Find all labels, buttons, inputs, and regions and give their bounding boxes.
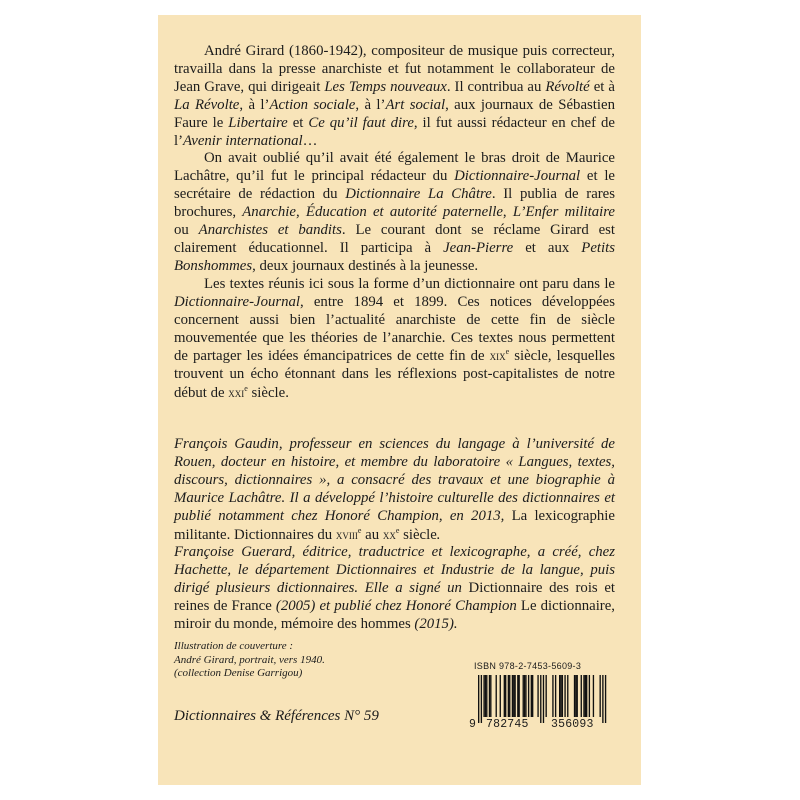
barcode-bar	[574, 675, 575, 717]
barcode-bar	[560, 675, 561, 717]
barcode-bar	[532, 675, 533, 717]
barcode-bar	[525, 675, 526, 717]
barcode-right-digits: 356093	[551, 718, 594, 731]
barcode-bar	[486, 675, 487, 717]
barcode-bar	[513, 675, 514, 717]
barcode-bar	[519, 675, 520, 717]
barcode-bar	[575, 675, 576, 717]
barcode-bar	[546, 675, 547, 717]
summary-paragraph-1: André Girard (1860-1942), compositeur de musique puis correcteur, travailla dans la presse anarchiste et fut notamment le collaborateur de Jean Grave, qui dirigeait Les Temps nouveaux. Il contribua au Révolté et à La Révolte, à l’Action sociale, à l’Art social, aux journaux de Sébastien Faure le Libertaire et Ce qu’il faut dire, il fut aussi rédacteur en chef de l’Avenir international…	[174, 43, 615, 149]
summary-text	[174, 43, 615, 403]
barcode-lead-digit: 9	[469, 718, 477, 731]
barcode-bar	[564, 675, 565, 717]
barcode-bar	[490, 675, 491, 717]
series-label: Dictionnaires & Références N° 59	[174, 708, 379, 724]
barcode-bar	[586, 675, 587, 717]
author-bio-gaudin: François Gaudin, professeur en sciences du langage à l’université de Rouen, docteur en histoire, et membre du laboratoire « Langues, textes, discours, dictionnaires », a consacré des travaux et une biographie à Maurice Lachâtre. Il a développé l’histoire culturelle des dictionnaires et publié notamment chez Honoré Champion, en 2013, La lexicographie militante. Dictionnaires du xviii$^e$ au $xx^e$ siècle.	[174, 436, 615, 543]
barcode-bar	[489, 675, 490, 717]
barcode-bar	[583, 675, 584, 717]
barcode-bar	[552, 675, 553, 717]
barcode-bar	[528, 675, 529, 717]
barcode-bar	[496, 675, 497, 717]
barcode-bar	[478, 675, 479, 723]
barcode-bar	[537, 675, 538, 717]
barcode-bar	[555, 675, 556, 717]
barcode-bar	[485, 675, 486, 717]
barcode-bar	[483, 675, 484, 717]
barcode-bar	[481, 675, 482, 723]
barcode-bar	[562, 675, 563, 717]
cover-credit	[174, 640, 325, 681]
barcode-bar	[581, 675, 582, 717]
cover-credit-line-3: (collection Denise Garrigou)	[174, 667, 303, 679]
author-bio-guerard: Françoise Guerard, éditrice, traductrice et lexicographe, a créé, chez Hachette, le département Dictionnaires et Industrie de la langue, puis dirigé plusieurs dictionnaires. Elle a signé un Dictionnaire des rois et reines de France (2005) et publié chez Honoré Champion Le dictionnaire, miroir du monde, mémoire des hommes (2015).	[174, 544, 616, 633]
barcode-bar	[589, 675, 590, 717]
author-bios	[174, 436, 615, 634]
summary-paragraph-2: On avait oublié qu’il avait été également le bras droit de Maurice Lachâtre, qu’il fut le principal rédacteur du Dictionnaire-Journal et le secrétaire de rédaction du Dictionnaire La Châtre. Il publia de rares brochures, Anarchie, Éducation et autorité paternelle, L’Enfer militaire ou Anarchistes et bandits. Le courant dont se réclame Girard est clairement éducationnel. Il participa à Jean-Pierre et aux Petits Bonshommes, deux journaux destinés à la jeunesse.	[174, 150, 616, 274]
barcode-bar	[508, 675, 509, 717]
barcode-bar	[512, 675, 513, 717]
barcode-bar	[509, 675, 510, 717]
barcode-bar	[585, 675, 586, 717]
barcode-bar	[600, 675, 601, 717]
cover-credit-line-2: André Girard, portrait, vers 1940.	[174, 653, 325, 666]
barcode-bar	[567, 675, 568, 717]
barcode-bar	[540, 675, 541, 723]
barcode-bar	[517, 675, 518, 717]
barcode-left-digits: 782745	[486, 718, 529, 731]
barcode-bar	[505, 675, 506, 717]
barcode-bar	[524, 675, 525, 717]
cover-credit-line-1: Illustration de couverture :	[174, 640, 294, 652]
barcode-bar	[523, 675, 524, 717]
barcode-bar	[605, 675, 606, 723]
barcode-bar	[504, 675, 505, 717]
summary-paragraph-3: Les textes réunis ici sous la forme d’un dictionnaire ont paru dans le Dictionnaire-Journal, entre 1894 et 1899. Ces notices développées concernent aussi bien l’actualité anarchiste de cette fin de siècle mouvementée que les théories de l’anarchie. Ces textes nous permettent de partager les idées émancipatrices de cette fin de xix$^e$ siècle, lesquelles trouvent un écho étonnant dans les réflexions post-capitalistes de notre début de xxi$^e$ siècle.	[174, 275, 615, 402]
barcode-bar	[602, 675, 603, 723]
barcode-bar	[531, 675, 532, 717]
barcode-bar	[500, 675, 501, 717]
barcode-bar	[514, 675, 515, 717]
barcode-bar	[559, 675, 560, 717]
barcode-bar	[577, 675, 578, 717]
isbn-label: ISBN 978-2-7453-5609-3	[474, 661, 582, 671]
barcode-bar	[593, 675, 594, 717]
barcode-bar	[543, 675, 544, 723]
